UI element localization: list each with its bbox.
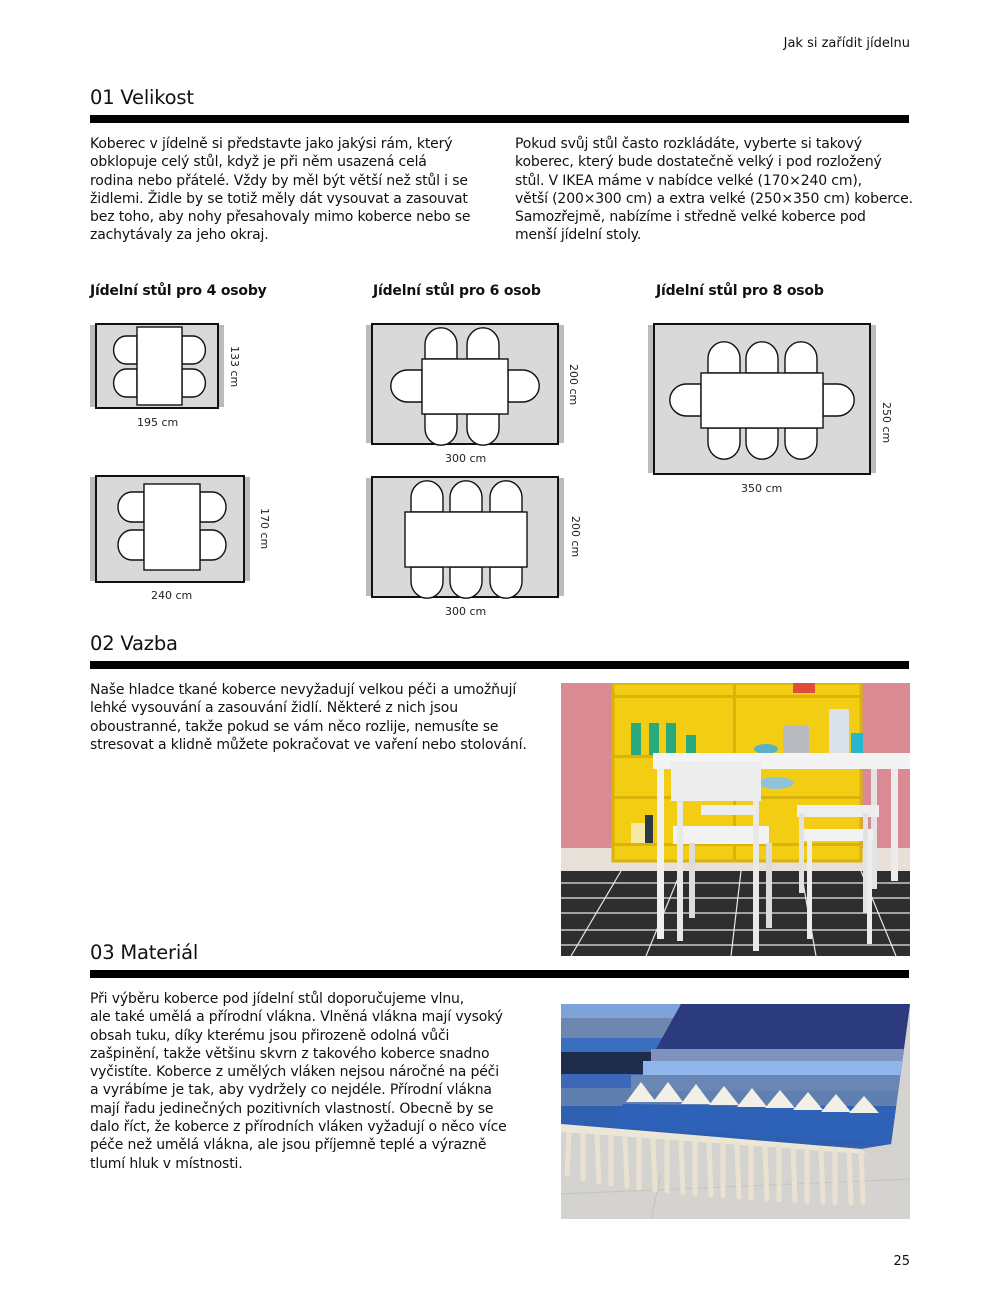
width-label: 195 cm (137, 416, 179, 429)
section-title-vazba: 02 Vazba (90, 632, 178, 655)
table-shape (422, 359, 508, 414)
chair-icon (182, 369, 205, 397)
chair-icon (490, 567, 522, 598)
text-line: rodina nebo přátelé. Vždy by měl být větší než stůl i se (90, 172, 468, 189)
chair-icon (450, 567, 482, 598)
chair-icon (118, 530, 144, 560)
text-line: a vyrábíme je tak, aby vydržely co nejdéle. Přírodní vlákna (90, 1082, 492, 1099)
width-label: 300 cm (445, 605, 487, 618)
chair-icon (411, 567, 443, 598)
chair-icon (425, 414, 457, 445)
text-line: zašpinění, takže většinu skvrn z takového koberce snadno (90, 1045, 490, 1062)
chair-icon (708, 428, 740, 459)
blue-rug-photo (561, 1004, 910, 1219)
vazba-paragraph (90, 681, 550, 754)
rug-diagram-6-persons-b (366, 475, 564, 599)
section-rule (90, 115, 909, 123)
text-line: bez toho, aby nohy přesahovaly mimo koberce nebo se (90, 209, 471, 226)
chair-icon (746, 428, 778, 459)
text-line: Naše hladce tkané koberce nevyžadují velkou péči a umožňují (90, 682, 517, 698)
text-line: Samozřejmě, nabízíme i středně velké koberce pod (515, 209, 866, 226)
chair-icon (785, 428, 817, 459)
velikost-paragraph-right (515, 135, 915, 245)
text-line: stůl. V IKEA máme v nabídce velké (170×240 cm), (515, 172, 862, 189)
table-shape (144, 484, 200, 570)
height-label: 200 cm (567, 364, 580, 406)
material-paragraph (90, 990, 550, 1173)
chair-icon (200, 492, 226, 522)
text-line: menší jídelní stoly. (515, 227, 642, 244)
rug-diagram-4-persons-small (90, 322, 224, 410)
chair-icon (490, 481, 522, 512)
rug-diagram-6-persons-a (366, 322, 564, 446)
text-line: tlumí hluk v místnosti. (90, 1155, 243, 1172)
rug-diagram-8-persons (648, 322, 876, 476)
text-line: Pokud svůj stůl často rozkládáte, vyberte si takový (515, 136, 862, 152)
text-line: Koberec v jídelně si představte jako jakýsi rám, který (90, 136, 453, 152)
text-line: koberec, který bude dostatečně velký i pod rozložený (515, 154, 882, 171)
height-label: 170 cm (258, 508, 271, 550)
chair-icon (467, 414, 499, 445)
chair-icon (425, 328, 457, 359)
height-label: 200 cm (569, 516, 582, 558)
subheading-8-persons: Jídelní stůl pro 8 osob (656, 283, 824, 299)
chair-icon (746, 342, 778, 373)
section-rule (90, 970, 909, 978)
chair-icon (467, 328, 499, 359)
table-shape (701, 373, 823, 428)
velikost-paragraph-left (90, 135, 500, 245)
subheading-4-persons: Jídelní stůl pro 4 osoby (90, 283, 267, 299)
width-label: 350 cm (741, 482, 783, 495)
text-line: větší (200×300 cm) a extra velké (250×350 cm) koberce. (515, 190, 913, 207)
text-line: ale také umělá a přírodní vlákna. Vlněná vlákna mají vysoký (90, 1009, 503, 1026)
section-title-velikost: 01 Velikost (90, 86, 194, 109)
chair-icon (114, 369, 137, 397)
chair-icon (114, 336, 137, 364)
page-number: 25 (893, 1254, 910, 1269)
text-line: židlemi. Židle by se totiž měly dát vysouvat a zasouvat (90, 190, 468, 207)
text-line: obsah tuku, díky kterému jsou přirozeně odolná vůči (90, 1027, 450, 1044)
chair-icon (200, 530, 226, 560)
height-label: 250 cm (880, 402, 893, 444)
chair-icon (785, 342, 817, 373)
table-shape (405, 512, 527, 567)
chair-icon (182, 336, 205, 364)
width-label: 300 cm (445, 452, 487, 465)
subheading-6-persons: Jídelní stůl pro 6 osob (373, 283, 541, 299)
text-line: lehké vysouvání a zasouvání židlí. Některé z nich jsou (90, 700, 458, 717)
text-line: zachytávaly za jeho okraj. (90, 227, 269, 244)
chair-icon (823, 384, 854, 416)
running-title: Jak si zařídit jídelnu (783, 36, 910, 51)
text-line: Při výběru koberce pod jídelní stůl doporučujeme vlnu, (90, 991, 465, 1007)
chair-icon (708, 342, 740, 373)
text-line: dalo říct, že koberce z přírodních vláken vyžadují o něco více (90, 1119, 507, 1136)
text-line: stresovat a klidně můžete pokračovat ve vaření nebo stolování. (90, 736, 527, 753)
chair-icon (670, 384, 701, 416)
width-label: 240 cm (151, 589, 193, 602)
chair-icon (411, 481, 443, 512)
height-label: 133 cm (228, 346, 241, 388)
table-shape (137, 327, 182, 405)
chair-icon (118, 492, 144, 522)
text-line: vyčistíte. Koberce z umělých vláken nejsou náročné na péči (90, 1064, 499, 1081)
dining-room-photo (561, 683, 910, 956)
chair-icon (450, 481, 482, 512)
rug-diagram-4-persons-large (90, 474, 250, 584)
section-title-material: 03 Materiál (90, 941, 199, 964)
text-line: mají řadu jedinečných pozitivních vlastností. Obecně by se (90, 1100, 494, 1117)
text-line: oboustranné, takže pokud se vám něco rozlije, nemusíte se (90, 718, 499, 735)
text-line: obklopuje celý stůl, když je při něm usazená celá (90, 154, 427, 171)
section-rule (90, 661, 909, 669)
chair-icon (508, 370, 539, 402)
text-line: péče než umělá vlákna, ale jsou příjemně teplé a výrazně (90, 1137, 487, 1154)
chair-icon (391, 370, 422, 402)
